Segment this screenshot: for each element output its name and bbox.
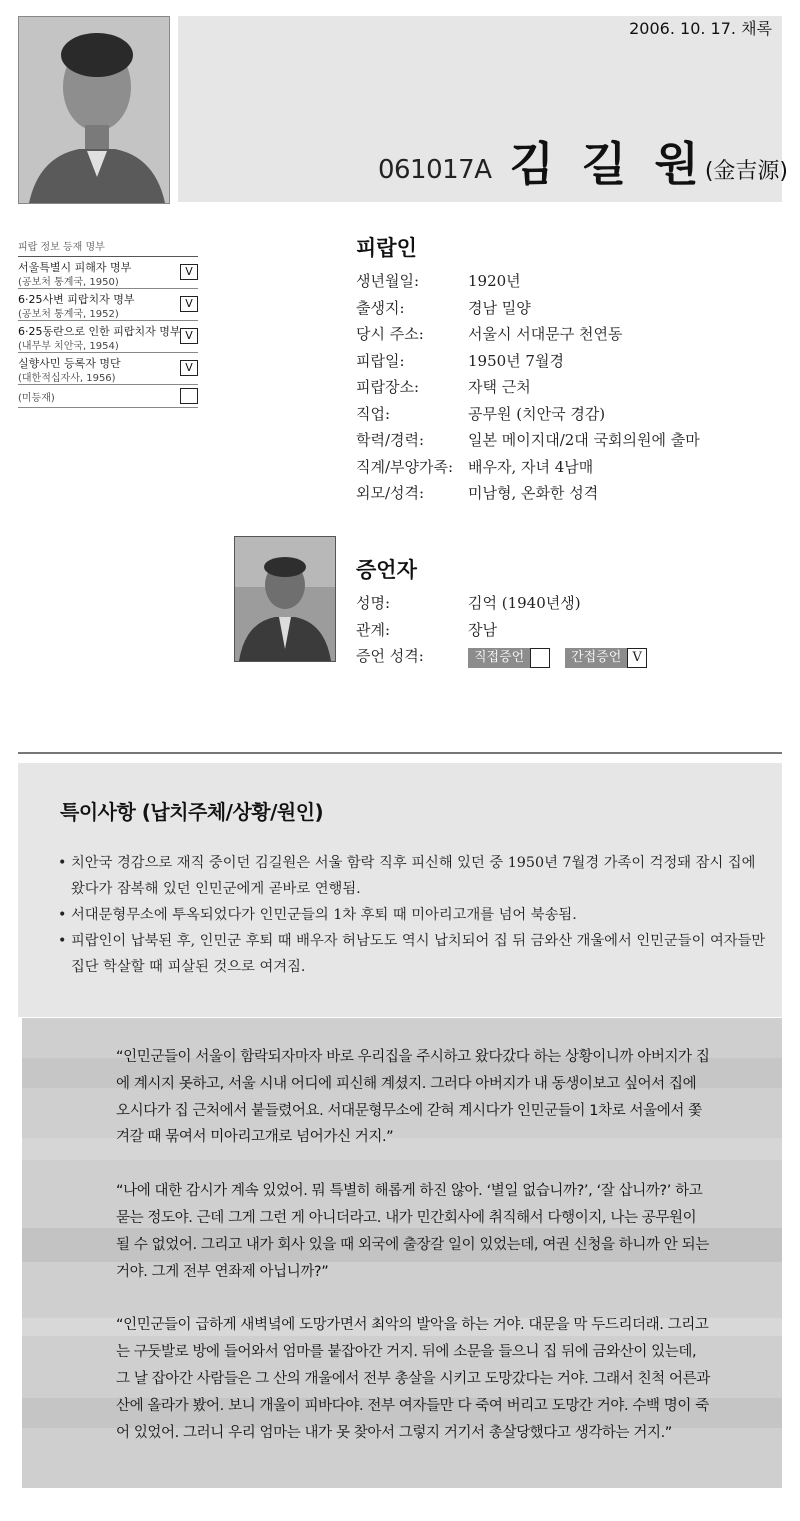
registry-item <box>18 353 198 385</box>
registry-title: 피랍 정보 등재 명부 <box>18 238 198 257</box>
info-label: 당시 주소: <box>356 325 424 343</box>
record-date: 2006. 10. 17. 채록 <box>629 19 772 38</box>
registry-item-name: 실향사민 등록자 명단 <box>18 357 121 370</box>
info-value: 자택 근처 <box>468 378 531 396</box>
registry-item <box>18 321 198 353</box>
info-label: 성명: <box>356 594 391 612</box>
witness-info <box>356 554 657 670</box>
info-label: 피랍일: <box>356 351 405 370</box>
info-row <box>356 617 657 644</box>
info-label: 외모/성격: <box>356 484 425 502</box>
testimony-type-label: 간접증언 <box>565 648 627 668</box>
info-value: 서울시 서대문구 천연동 <box>468 325 623 343</box>
info-value: 배우자, 자녀 4남매 <box>468 457 594 476</box>
info-label: 관계: <box>356 620 391 639</box>
notes-list <box>58 850 770 980</box>
person-name: 김 길 원 <box>509 137 705 191</box>
registry-checkbox <box>180 388 198 404</box>
testimony-type-label: 직접증언 <box>468 648 530 668</box>
registry-item <box>18 385 198 408</box>
info-label: 생년월일: <box>356 272 420 290</box>
testimony-type-options <box>468 643 657 670</box>
testimony-paragraph: “인민군들이 급하게 새벽녘에 도망가면서 최악의 발악을 하는 거야. 대문을 막 두드리더래. 그리고는 구둣발로 방에 들어와서 엄마를 붙잡아간 거지. 뒤에 소문을 들으니 집 뒤에 금와산이 있는데, 그 날 잡아간 사람들은 그 산의 개울에서 전부 총살을 시키고 도망갔다는 거야. 그래서 친척 어른과 산에 올라가 봤어. 보니 개울이 피바다야. 전부 여자들만 다 죽여 버리고 도망간 거야. 수백 명이 죽어 있었어. 그러니 우리 엄마는 내가 못 찾아서 그렇지 거기서 총살당했다고 생각하는 거지.” <box>116 1317 710 1441</box>
registry-checkbox: V <box>180 296 198 312</box>
note-item: • 치안국 경감으로 재직 중이던 김길원은 서울 함락 직후 피신해 있던 중 1950년 7월경 가족이 걱정돼 잠시 집에 왔다가 잠복해 있던 인민군에게 곧바로 연행됨. <box>58 850 770 902</box>
info-row <box>356 427 700 454</box>
section-divider <box>18 752 782 754</box>
info-value: 1950년 7월경 <box>468 351 564 370</box>
registry-checkbox: V <box>180 328 198 344</box>
testimony-type-checkbox: V <box>627 648 647 668</box>
info-label: 학력/경력: <box>356 431 425 449</box>
testimony-quotes <box>116 1044 714 1473</box>
registry-item-name: 6·25동란으로 인한 피랍치자 명부 <box>18 325 181 338</box>
info-value: 장남 <box>468 620 497 639</box>
info-row <box>356 643 657 670</box>
info-value: 미남형, 온화한 성격 <box>468 484 599 502</box>
info-value: 1920년 <box>468 272 521 290</box>
registry-item-source: (공보처 통계국, 1950) <box>18 277 119 288</box>
testimony-paragraph: “인민군들이 서울이 함락되자마자 바로 우리집을 주시하고 왔다갔다 하는 상황이니까 아버지가 집에 계시지 못하고, 서울 시내 어디에 피신해 계셨지. 그러다 아버지가 내 동생이보고 싶어서 집에 오시다가 집 근처에서 붙들렸어요. 서대문형무소에 갇혀 계시다가 인민군들이 1차로 서울에서 쫓겨갈 때 묶여서 미아리고개로 넘어가신 거지.” <box>116 1049 710 1146</box>
info-row <box>356 295 700 322</box>
testimony-type-indirect <box>565 648 647 668</box>
info-row <box>356 590 657 617</box>
registry-item <box>18 289 198 321</box>
registry-item-source: (대한적십자사, 1956) <box>18 373 116 384</box>
info-value: 김억 (1940년생) <box>468 594 581 612</box>
registry-item-source: (미등재) <box>18 393 55 404</box>
case-id: 061017A <box>377 155 492 185</box>
witness-photo <box>234 536 336 662</box>
info-label: 직업: <box>356 404 391 423</box>
registry-item-source: (공보처 통계국, 1952) <box>18 309 119 320</box>
registry-list <box>18 238 198 408</box>
info-row <box>356 454 700 481</box>
registry-checkbox: V <box>180 264 198 280</box>
registry-item-source: (내무부 치안국, 1954) <box>18 341 119 352</box>
info-label: 피랍장소: <box>356 378 420 396</box>
info-label: 출생지: <box>356 298 405 317</box>
testimony-paragraph: “나에 대한 감시가 계속 있었어. 뭐 특별히 해롭게 하진 않아. ‘별일 없습니까?’, ‘잘 삽니까?’ 하고 묻는 정도야. 근데 그게 그런 게 아니더라고. 내가 민간회사에 취직해서 다행이지, 나는 공무원이 될 수 없었어. 그리고 내가 회사 있을 때 외국에 출장갈 일이 있었는데, 여권 신청을 하니까 안 되는 거야. 그게 전부 연좌제 아닙니까?” <box>116 1183 709 1280</box>
info-row <box>356 348 700 375</box>
info-row <box>356 374 700 401</box>
testimony-type-direct <box>468 648 550 668</box>
notes-title: 특이사항 (납치주체/상황/원인) <box>60 800 324 824</box>
info-label: 직계/부양가족: <box>356 457 454 476</box>
registry-item-name: 6·25사변 피랍치자 명부 <box>18 293 135 306</box>
victim-info <box>356 232 700 507</box>
note-item: • 서대문형무소에 투옥되었다가 인민군들의 1차 후퇴 때 미아리고개를 넘어 북송됨. <box>58 902 770 928</box>
info-row <box>356 268 700 295</box>
testimony-type-checkbox <box>530 648 550 668</box>
victim-photo <box>18 16 170 204</box>
person-hanja: (金吉源) <box>704 159 788 184</box>
info-value: 경남 밀양 <box>468 298 531 317</box>
witness-heading: 증언자 <box>356 558 417 582</box>
info-row <box>356 401 700 428</box>
registry-item <box>18 257 198 289</box>
case-title <box>378 138 788 190</box>
registry-checkbox: V <box>180 360 198 376</box>
info-value: 일본 메이지대/2대 국회의원에 출마 <box>468 431 700 449</box>
info-row <box>356 480 700 507</box>
note-item: • 피랍인이 납북된 후, 인민군 후퇴 때 배우자 허남도도 역시 납치되어 집 뒤 금와산 개울에서 인민군들이 여자들만 집단 학살할 때 피살된 것으로 여겨짐. <box>58 928 770 980</box>
registry-item-name: 서울특별시 피해자 명부 <box>18 261 132 274</box>
victim-heading: 피랍인 <box>356 236 417 260</box>
info-row <box>356 321 700 348</box>
info-value: 공무원 (치안국 경감) <box>468 404 606 423</box>
info-label: 증언 성격: <box>356 647 424 665</box>
